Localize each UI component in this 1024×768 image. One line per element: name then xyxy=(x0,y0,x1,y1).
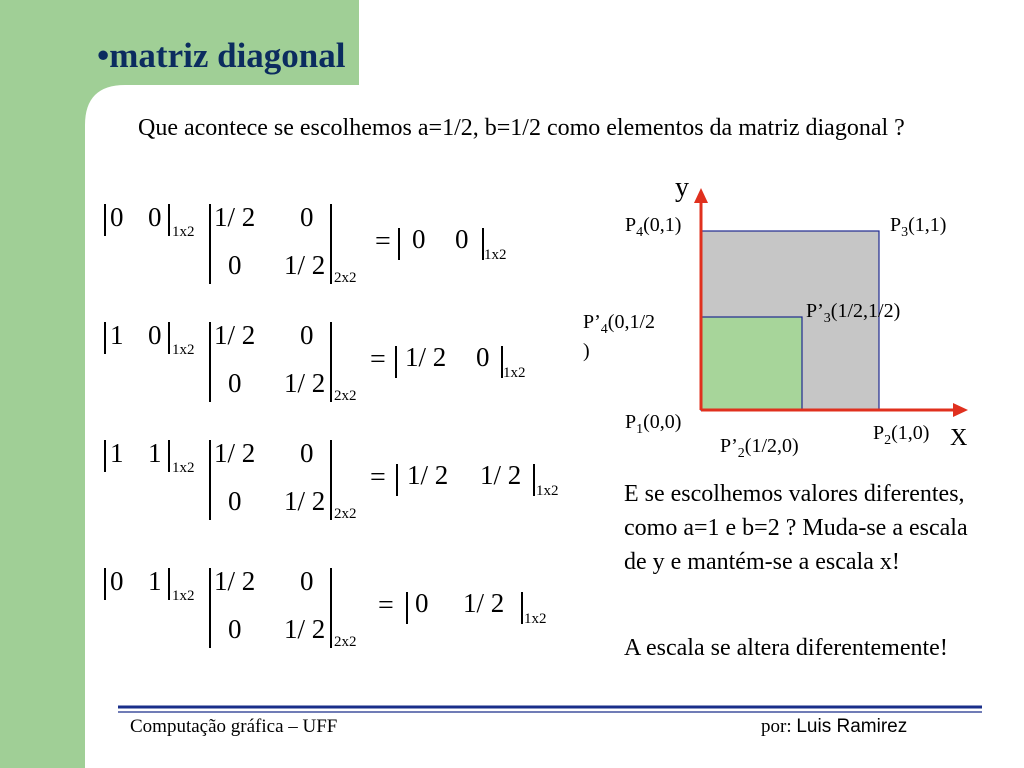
footer-author-name: Luis Ramirez xyxy=(796,716,908,737)
label-p4-prime-close xyxy=(583,340,590,367)
result-dimension: 1x2 xyxy=(536,483,559,499)
result-dimension: 1x2 xyxy=(524,611,547,627)
result-dimension: 1x2 xyxy=(503,365,526,381)
point-prefix: P xyxy=(890,214,902,236)
matrix-cell-12: 0 xyxy=(300,320,314,350)
point-coords: (1,1) xyxy=(908,214,947,236)
point-index: 4 xyxy=(600,322,608,337)
label-p1 xyxy=(625,411,681,438)
vector-dimension: 1x2 xyxy=(172,460,195,476)
matrix-dimension: 2x2 xyxy=(334,634,357,650)
point-prefix: P’ xyxy=(720,435,738,457)
vector-dimension: 1x2 xyxy=(172,342,195,358)
result-value-2: 1/ 2 xyxy=(480,460,522,490)
matrix-cell-21: 0 xyxy=(228,368,242,398)
matrix-cell-11: 1/ 2 xyxy=(214,202,256,232)
vector-value-1: 1 xyxy=(110,438,124,468)
vector-value-2: 1 xyxy=(148,566,162,596)
point-prefix: P xyxy=(625,214,637,236)
equals-sign: = xyxy=(378,590,394,621)
equals-sign: = xyxy=(375,226,391,257)
matrix-cell-11: 1/ 2 xyxy=(214,566,256,596)
footer-author-prefix: por: xyxy=(761,716,797,737)
scaled-square xyxy=(701,317,802,410)
matrix-cell-22: 1/ 2 xyxy=(284,250,326,280)
vector-value-2: 0 xyxy=(148,320,162,350)
matrix-cell-22: 1/ 2 xyxy=(284,486,326,516)
result-value-1: 0 xyxy=(412,224,426,254)
point-prefix: P’ xyxy=(583,311,601,333)
label-p2 xyxy=(873,422,929,449)
matrix-cell-21: 0 xyxy=(228,614,242,644)
point-prefix: ) xyxy=(583,340,590,362)
label-p4 xyxy=(625,214,681,241)
matrix-dimension: 2x2 xyxy=(334,270,357,286)
point-coords: (1/2,0) xyxy=(744,435,799,457)
point-coords: (0,1/2 xyxy=(607,311,656,333)
vector-value-1: 0 xyxy=(110,566,124,596)
matrix-cell-11: 1/ 2 xyxy=(214,320,256,350)
result-value-1: 1/ 2 xyxy=(405,342,447,372)
result-dimension: 1x2 xyxy=(484,247,507,263)
matrix-cell-22: 1/ 2 xyxy=(284,614,326,644)
point-prefix: P’ xyxy=(806,300,824,322)
matrix-cell-12: 0 xyxy=(300,566,314,596)
point-index: 3 xyxy=(901,225,909,240)
matrix-cell-12: 0 xyxy=(300,438,314,468)
point-prefix: P xyxy=(873,422,885,444)
vector-value-1: 1 xyxy=(110,320,124,350)
paragraph-scale-changes: A escala se altera diferentemente! xyxy=(624,635,948,661)
point-coords: (0,0) xyxy=(643,411,682,433)
point-coords: (1/2,1/2) xyxy=(830,300,901,322)
label-p4-prime xyxy=(583,311,655,338)
slide-title: •matriz diagonal xyxy=(97,36,346,75)
intro-question: Que acontece se escolhemos a=1/2, b=1/2 como elementos da matriz diagonal ? xyxy=(138,115,905,141)
matrix-cell-21: 0 xyxy=(228,486,242,516)
vector-dimension: 1x2 xyxy=(172,224,195,240)
label-p3-prime xyxy=(806,300,900,327)
vector-dimension: 1x2 xyxy=(172,588,195,604)
matrix-cell-21: 0 xyxy=(228,250,242,280)
matrix-cell-11: 1/ 2 xyxy=(214,438,256,468)
y-axis-label: y xyxy=(675,172,689,203)
footer-course: Computação gráfica – UFF xyxy=(130,716,338,737)
point-prefix: P xyxy=(625,411,637,433)
matrix-cell-12: 0 xyxy=(300,202,314,232)
label-p2-prime xyxy=(720,435,799,462)
paragraph-different-values: E se escolhemos valores diferentes, como a=1 e b=2 ? Muda-se a escala de y e mantém-se a escala x! xyxy=(624,481,968,575)
result-value-2: 0 xyxy=(455,224,469,254)
point-coords: (1,0) xyxy=(891,422,930,444)
result-value-2: 1/ 2 xyxy=(463,588,505,618)
matrix-dimension: 2x2 xyxy=(334,506,357,522)
point-index: 2 xyxy=(737,446,745,461)
x-axis-arrow-icon xyxy=(953,403,968,417)
matrix-cell-22: 1/ 2 xyxy=(284,368,326,398)
point-index: 1 xyxy=(636,422,644,437)
result-value-1: 1/ 2 xyxy=(407,460,449,490)
point-index: 4 xyxy=(636,225,644,240)
footer-author xyxy=(761,716,907,738)
point-index: 3 xyxy=(823,311,831,326)
vector-value-1: 0 xyxy=(110,202,124,232)
equals-sign: = xyxy=(370,344,386,375)
result-value-1: 0 xyxy=(415,588,429,618)
result-value-2: 0 xyxy=(476,342,490,372)
vector-value-2: 0 xyxy=(148,202,162,232)
label-p3 xyxy=(890,214,946,241)
point-index: 2 xyxy=(884,433,892,448)
equals-sign: = xyxy=(370,462,386,493)
point-coords: (0,1) xyxy=(643,214,682,236)
matrix-dimension: 2x2 xyxy=(334,388,357,404)
y-axis-arrow-icon xyxy=(694,188,708,203)
x-axis-label: X xyxy=(950,425,968,451)
vector-value-2: 1 xyxy=(148,438,162,468)
